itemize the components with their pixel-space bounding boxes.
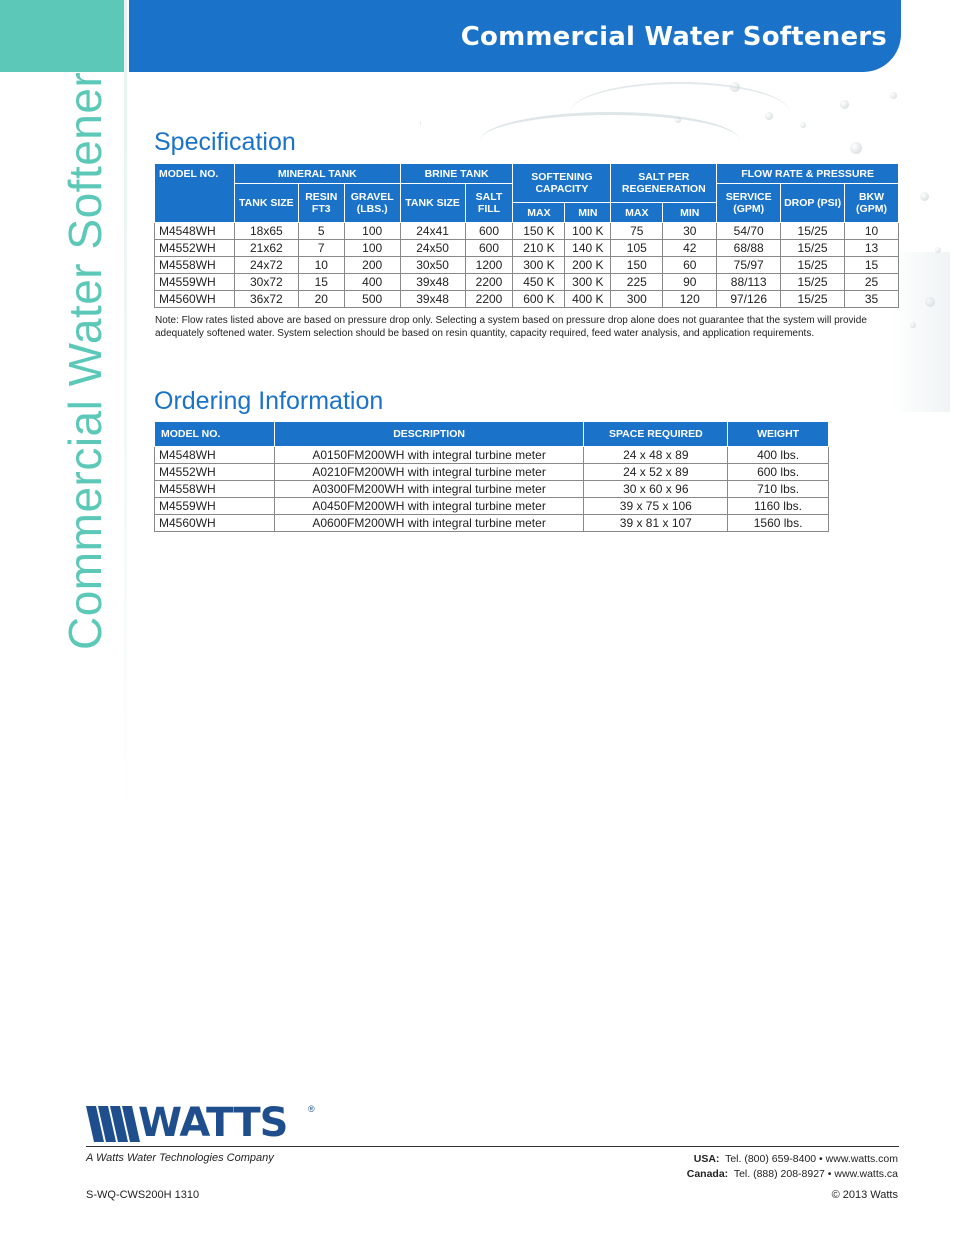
spec-row-cell: 2200 xyxy=(465,274,513,291)
spec-row-cell: 60 xyxy=(663,257,717,274)
col-salt-max: MAX xyxy=(611,203,663,223)
page-title: Commercial Water Softeners xyxy=(460,22,887,52)
ordering-table xyxy=(154,421,829,532)
spec-row-cell: 24x50 xyxy=(400,240,465,257)
spec-row-cell: 15 xyxy=(298,274,344,291)
spec-row-cell: 75 xyxy=(611,223,663,240)
spec-row-cell: 300 xyxy=(611,291,663,308)
canada-contact: Tel. (888) 208-8927 • www.watts.ca xyxy=(733,1168,898,1180)
spec-row-cell: 90 xyxy=(663,274,717,291)
spec-row-cell: 30 xyxy=(663,223,717,240)
spec-row-cell: 25 xyxy=(845,274,899,291)
spec-row xyxy=(155,240,899,257)
order-row-cell: 39 x 81 x 107 xyxy=(584,515,728,532)
order-row-cell: A0210FM200WH with integral turbine meter xyxy=(274,464,584,481)
order-row-cell: A0450FM200WH with integral turbine meter xyxy=(274,498,584,515)
spec-row-cell: 100 xyxy=(344,240,400,257)
order-row-cell: 30 x 60 x 96 xyxy=(584,481,728,498)
col-order-model: MODEL NO. xyxy=(155,422,275,447)
spec-row xyxy=(155,257,899,274)
ordering-heading: Ordering Information xyxy=(154,387,384,415)
spec-row-cell: 1200 xyxy=(465,257,513,274)
col-brine-tank-size: TANK SIZE xyxy=(400,184,465,223)
spec-row-cell: 200 K xyxy=(565,257,611,274)
spec-row-cell: 15/25 xyxy=(781,291,845,308)
order-row-cell: 600 lbs. xyxy=(728,464,829,481)
spec-row-cell: 97/126 xyxy=(717,291,781,308)
copyright: © 2013 Watts xyxy=(831,1189,898,1201)
spec-row-cell: 2200 xyxy=(465,291,513,308)
order-row-cell: M4560WH xyxy=(155,515,275,532)
spec-row-cell: 15/25 xyxy=(781,257,845,274)
ordering-body xyxy=(155,447,829,532)
order-row xyxy=(155,498,829,515)
spec-row-cell: 140 K xyxy=(565,240,611,257)
order-row-cell: 39 x 75 x 106 xyxy=(584,498,728,515)
col-salt-per-regeneration: SALT PER REGENERATION xyxy=(611,164,717,203)
spec-row-cell: 105 xyxy=(611,240,663,257)
spec-row-cell: 54/70 xyxy=(717,223,781,240)
col-drop: DROP (PSI) xyxy=(781,184,845,223)
spec-row-cell: 15/25 xyxy=(781,240,845,257)
spec-row-cell: 450 K xyxy=(513,274,565,291)
order-row xyxy=(155,464,829,481)
spec-row-cell: 36x72 xyxy=(234,291,298,308)
registered-mark: ® xyxy=(308,1104,315,1114)
spec-row xyxy=(155,223,899,240)
spec-row-cell: 88/113 xyxy=(717,274,781,291)
company-tagline: A Watts Water Technologies Company xyxy=(86,1152,274,1164)
spec-row-cell: 210 K xyxy=(513,240,565,257)
order-row xyxy=(155,447,829,464)
contact-info xyxy=(687,1152,898,1182)
spec-row-cell: 225 xyxy=(611,274,663,291)
spec-row-cell: 42 xyxy=(663,240,717,257)
document-code: S-WQ-CWS200H 1310 xyxy=(86,1189,200,1201)
order-row-cell: 24 x 48 x 89 xyxy=(584,447,728,464)
spec-row-cell: 150 K xyxy=(513,223,565,240)
col-service: SERVICE (GPM) xyxy=(717,184,781,223)
order-row-cell: 400 lbs. xyxy=(728,447,829,464)
spec-row-cell: 150 xyxy=(611,257,663,274)
side-title: Commercial Water Softeners xyxy=(59,48,111,650)
spec-row-cell: M4558WH xyxy=(155,257,235,274)
col-gravel: GRAVEL (LBS.) xyxy=(344,184,400,223)
order-row xyxy=(155,515,829,532)
col-soft-max: MAX xyxy=(513,203,565,223)
spec-row-cell: 100 K xyxy=(565,223,611,240)
spec-row-cell: 10 xyxy=(845,223,899,240)
spec-row-cell: M4552WH xyxy=(155,240,235,257)
specification-body xyxy=(155,223,899,308)
order-row xyxy=(155,481,829,498)
spec-row-cell: 400 K xyxy=(565,291,611,308)
usa-contact: Tel. (800) 659-8400 • www.watts.com xyxy=(725,1153,898,1165)
col-order-space: SPACE REQUIRED xyxy=(584,422,728,447)
spec-row-cell: 13 xyxy=(845,240,899,257)
spec-row-cell: 15/25 xyxy=(781,223,845,240)
order-row-cell: M4559WH xyxy=(155,498,275,515)
order-row-cell: M4548WH xyxy=(155,447,275,464)
spec-row-cell: M4559WH xyxy=(155,274,235,291)
order-row-cell: A0150FM200WH with integral turbine meter xyxy=(274,447,584,464)
spec-row-cell: 5 xyxy=(298,223,344,240)
col-mineral-tank: MINERAL TANK xyxy=(234,164,400,184)
header-banner xyxy=(129,0,901,72)
spec-row-cell: 500 xyxy=(344,291,400,308)
spec-row xyxy=(155,274,899,291)
specification-table xyxy=(154,163,899,308)
footer-divider xyxy=(86,1146,899,1147)
specification-note: Note: Flow rates listed above are based on pressure drop only. Selecting a system based on pressure drop alone does not guarantee that the system will provide adequately softened water. System selection should be based on resin quantity, capacity required, feed water analysis, and application requirements. xyxy=(155,315,867,339)
spec-row-cell: 600 xyxy=(465,223,513,240)
spec-row-cell: 30x50 xyxy=(400,257,465,274)
col-order-description: DESCRIPTION xyxy=(274,422,584,447)
spec-row-cell: 600 K xyxy=(513,291,565,308)
col-model: MODEL NO. xyxy=(155,164,235,223)
spec-row-cell: 400 xyxy=(344,274,400,291)
spec-row-cell: 20 xyxy=(298,291,344,308)
col-tank-size: TANK SIZE xyxy=(234,184,298,223)
spec-row xyxy=(155,291,899,308)
spec-row-cell: 24x41 xyxy=(400,223,465,240)
col-brine-tank: BRINE TANK xyxy=(400,164,513,184)
col-resin: RESIN FT3 xyxy=(298,184,344,223)
usa-label: USA: xyxy=(693,1153,720,1165)
spec-row-cell: 18x65 xyxy=(234,223,298,240)
order-row-cell: A0300FM200WH with integral turbine meter xyxy=(274,481,584,498)
order-row-cell: 1560 lbs. xyxy=(728,515,829,532)
spec-row-cell: 300 K xyxy=(513,257,565,274)
spec-row-cell: 15 xyxy=(845,257,899,274)
spec-row-cell: M4560WH xyxy=(155,291,235,308)
spec-row-cell: 39x48 xyxy=(400,291,465,308)
order-row-cell: 1160 lbs. xyxy=(728,498,829,515)
col-bkw: BKW (GPM) xyxy=(845,184,899,223)
col-softening-capacity: SOFTENING CAPACITY xyxy=(513,164,611,203)
order-row-cell: 710 lbs. xyxy=(728,481,829,498)
col-flow-rate: FLOW RATE & PRESSURE xyxy=(717,164,899,184)
watts-logo xyxy=(86,1100,316,1146)
col-salt-fill: SALT FILL xyxy=(465,184,513,223)
spec-row-cell: 600 xyxy=(465,240,513,257)
order-row-cell: A0600FM200WH with integral turbine meter xyxy=(274,515,584,532)
spec-row-cell: 68/88 xyxy=(717,240,781,257)
order-row-cell: M4552WH xyxy=(155,464,275,481)
col-salt-min: MIN xyxy=(663,203,717,223)
spec-row-cell: 24x72 xyxy=(234,257,298,274)
spec-row-cell: 35 xyxy=(845,291,899,308)
col-order-weight: WEIGHT xyxy=(728,422,829,447)
spec-row-cell: M4548WH xyxy=(155,223,235,240)
spec-row-cell: 21x62 xyxy=(234,240,298,257)
canada-label: Canada: xyxy=(686,1168,729,1180)
spec-row-cell: 300 K xyxy=(565,274,611,291)
spec-row-cell: 75/97 xyxy=(717,257,781,274)
spec-row-cell: 200 xyxy=(344,257,400,274)
spec-row-cell: 7 xyxy=(298,240,344,257)
spec-row-cell: 10 xyxy=(298,257,344,274)
spec-row-cell: 120 xyxy=(663,291,717,308)
watts-logo-text: WATTS xyxy=(138,1100,288,1146)
spec-row-cell: 15/25 xyxy=(781,274,845,291)
specification-heading: Specification xyxy=(154,128,296,156)
spec-row-cell: 30x72 xyxy=(234,274,298,291)
spec-row-cell: 39x48 xyxy=(400,274,465,291)
side-divider xyxy=(124,0,127,830)
col-soft-min: MIN xyxy=(565,203,611,223)
order-row-cell: 24 x 52 x 89 xyxy=(584,464,728,481)
order-row-cell: M4558WH xyxy=(155,481,275,498)
spec-row-cell: 100 xyxy=(344,223,400,240)
